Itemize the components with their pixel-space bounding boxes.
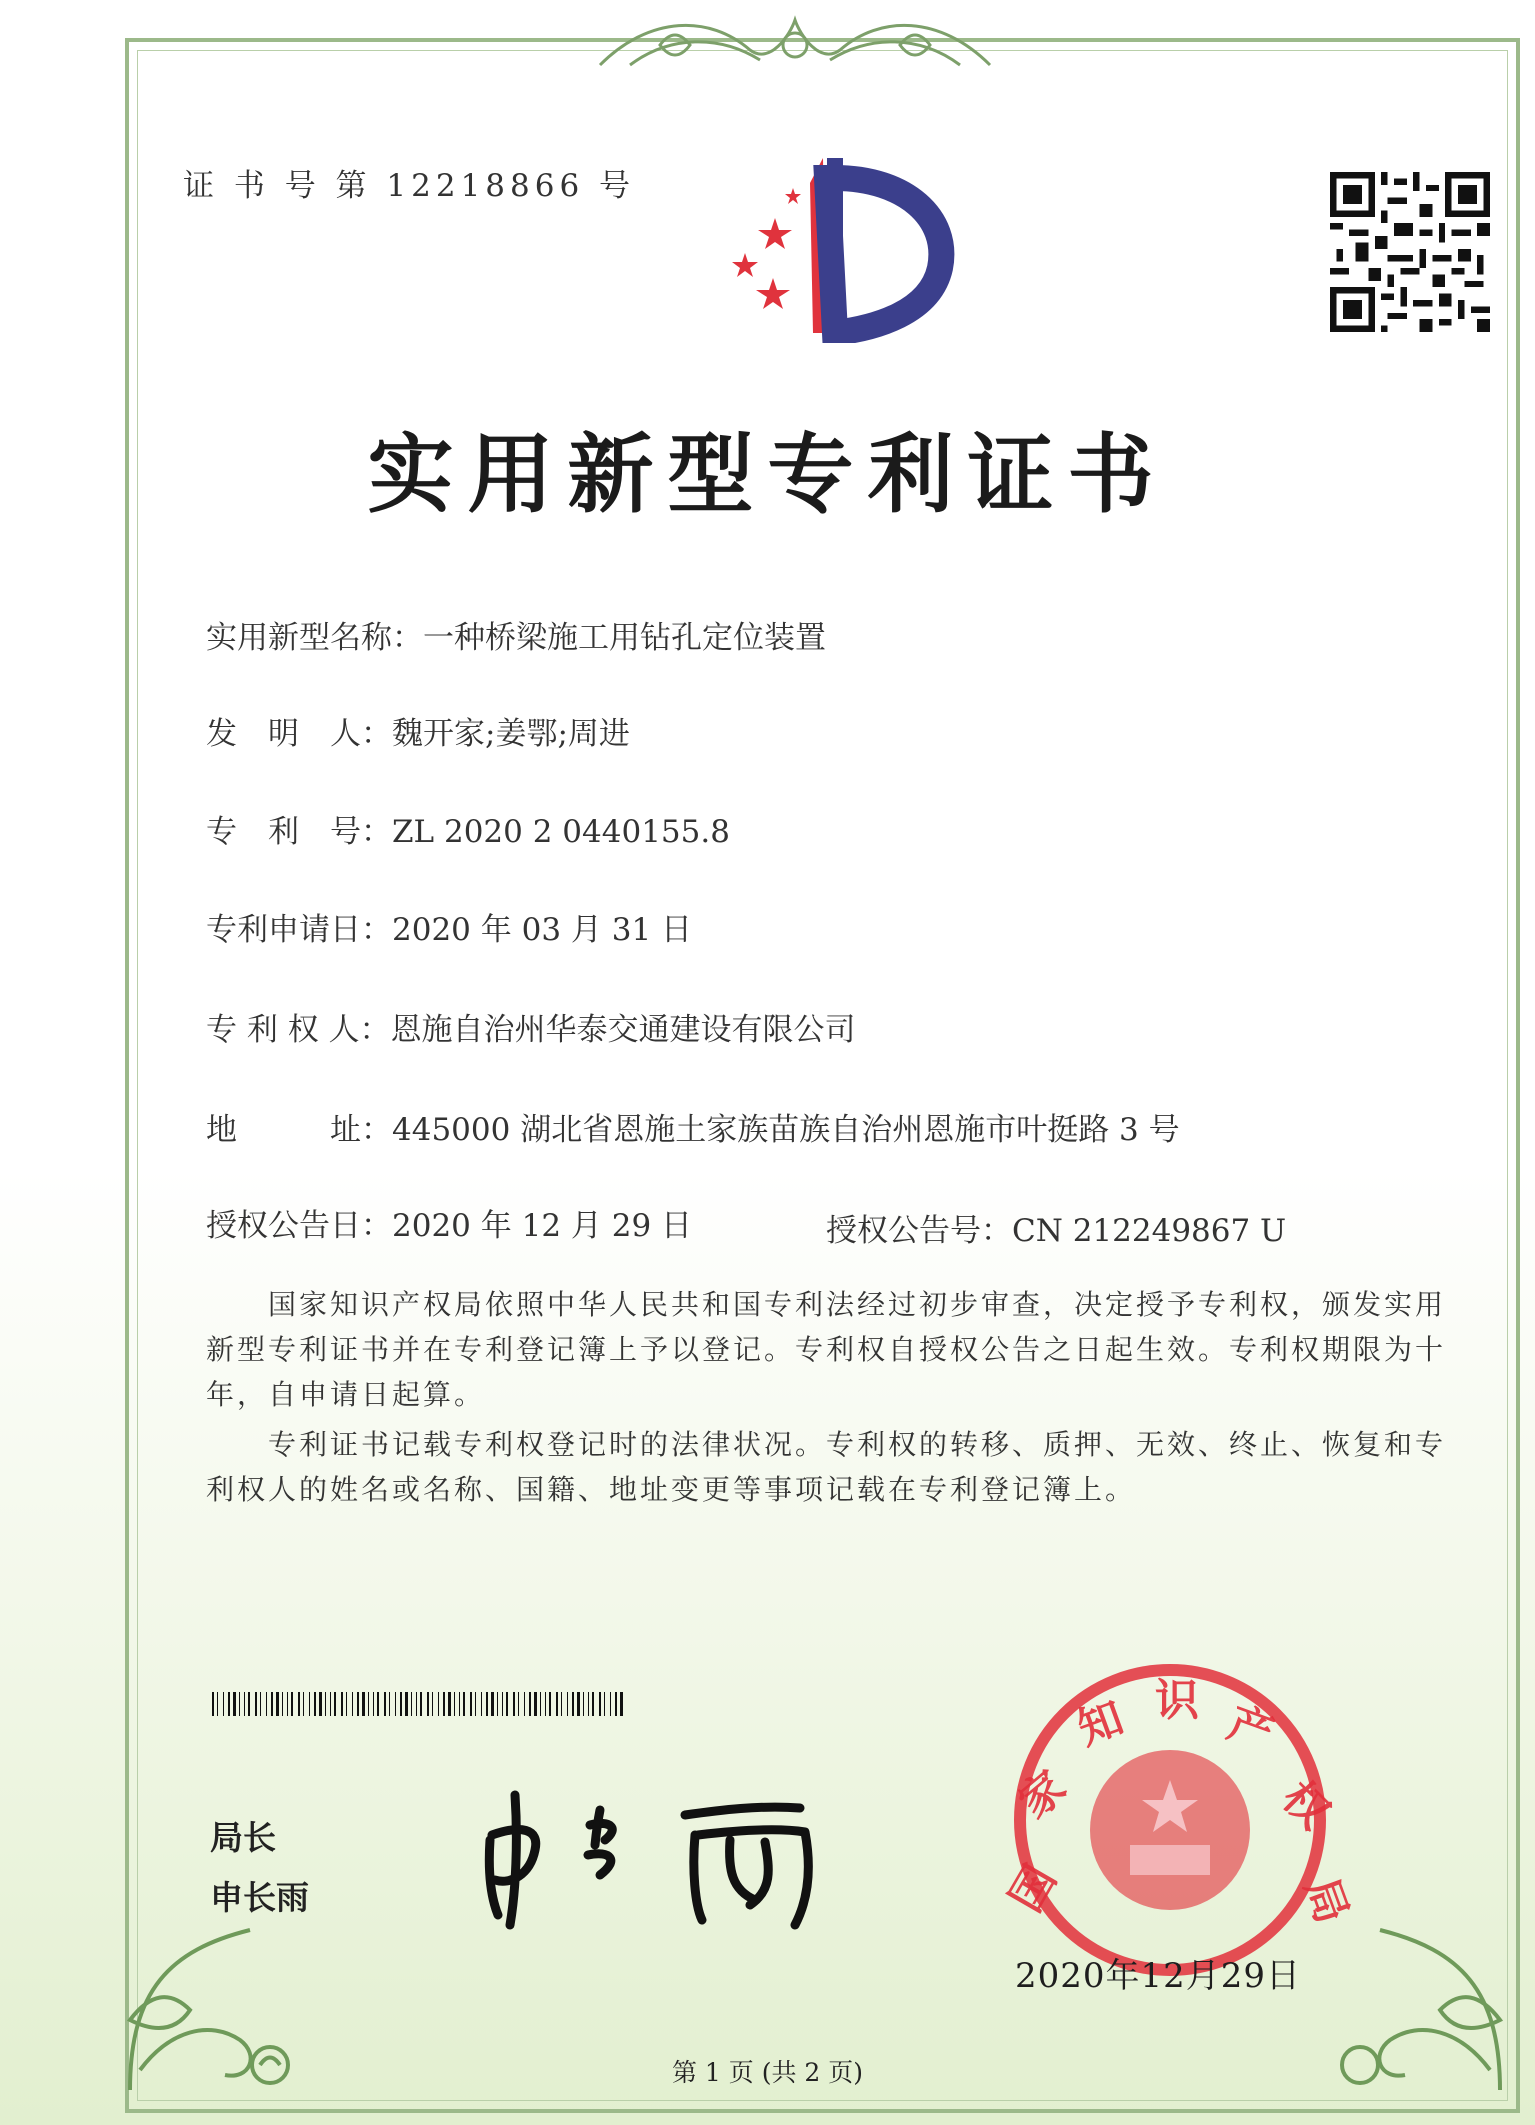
certificate-number: 证 书 号 第 12218866 号 — [183, 168, 636, 204]
inventor-value: 魏开家;姜鄂;周进 — [392, 716, 630, 752]
patentee-value: 恩施自治州华泰交通建设有限公司 — [390, 1012, 856, 1048]
grant-date-row — [206, 1200, 692, 1245]
grant-date-value: 2020 年 12 月 29 日 — [392, 1208, 693, 1244]
official-seal-icon — [980, 1660, 1360, 1980]
page-number: 第 1 页 (共 2 页) — [671, 2058, 864, 2087]
filing-date-row — [206, 904, 692, 949]
grant-date-label: 授权公告日： — [206, 1208, 392, 1244]
filing-date-value: 2020 年 03 月 31 日 — [392, 912, 693, 948]
svg-text:识: 识 — [1155, 1676, 1199, 1725]
address-row — [206, 1104, 1180, 1149]
patentee-label: 专 利 权 人： — [206, 1012, 391, 1048]
svg-text:权: 权 — [1272, 1772, 1339, 1839]
director-name: 申长雨 — [210, 1878, 309, 1917]
svg-text:产: 产 — [1221, 1698, 1280, 1760]
director-title: 局长 — [210, 1818, 276, 1857]
utility-model-name-value: 一种桥梁施工用钻孔定位装置 — [423, 620, 826, 656]
svg-text:家: 家 — [1009, 1761, 1076, 1828]
svg-text:知: 知 — [1071, 1693, 1130, 1755]
address-value: 445000 湖北省恩施土家族苗族自治州恩施市叶挺路 3 号 — [392, 1112, 1180, 1148]
patentee-row — [206, 1004, 856, 1049]
filing-date-label: 专利申请日： — [206, 912, 392, 948]
grant-number-value: CN 212249867 U — [1012, 1213, 1287, 1249]
certificate-title: 实用新型专利证书 — [367, 424, 1168, 525]
inventor-label: 发 明 人： — [206, 716, 392, 752]
director-signature-icon — [470, 1780, 840, 1930]
patent-number-row — [206, 806, 730, 851]
cnipa-logo-icon — [715, 148, 965, 343]
utility-model-name-row — [206, 612, 826, 657]
grant-number-label: 授权公告号： — [826, 1213, 1012, 1249]
address-label: 地 址： — [206, 1112, 392, 1148]
top-ornament-icon — [590, 5, 1000, 75]
statement-paragraph-2: 专利证书记载专利权登记时的法律状况。专利权的转移、质押、无效、终止、恢复和专利权人的姓名或名称、国籍、地址变更等事项记载在专利登记簿上。 — [206, 1428, 1447, 1506]
patent-number-value: ZL 2020 2 0440155.8 — [392, 814, 730, 850]
barcode-icon — [212, 1692, 624, 1716]
inventor-row — [206, 708, 630, 753]
patent-number-label: 专 利 号： — [206, 814, 392, 850]
grant-number-row — [826, 1205, 1286, 1250]
statement-paragraph-1: 国家知识产权局依照中华人民共和国专利法经过初步审查，决定授予专利权，颁发实用新型专利证书并在专利登记簿上予以登记。专利权自授权公告之日起生效。专利权期限为十年，自申请日起算。 — [206, 1288, 1447, 1411]
qr-code-icon — [1330, 172, 1490, 332]
svg-text:局: 局 — [1295, 1871, 1357, 1930]
seal-date: 2020年12月29日 — [1015, 1956, 1302, 1996]
svg-text:国: 国 — [1001, 1857, 1066, 1920]
utility-model-name-label: 实用新型名称： — [206, 620, 423, 656]
